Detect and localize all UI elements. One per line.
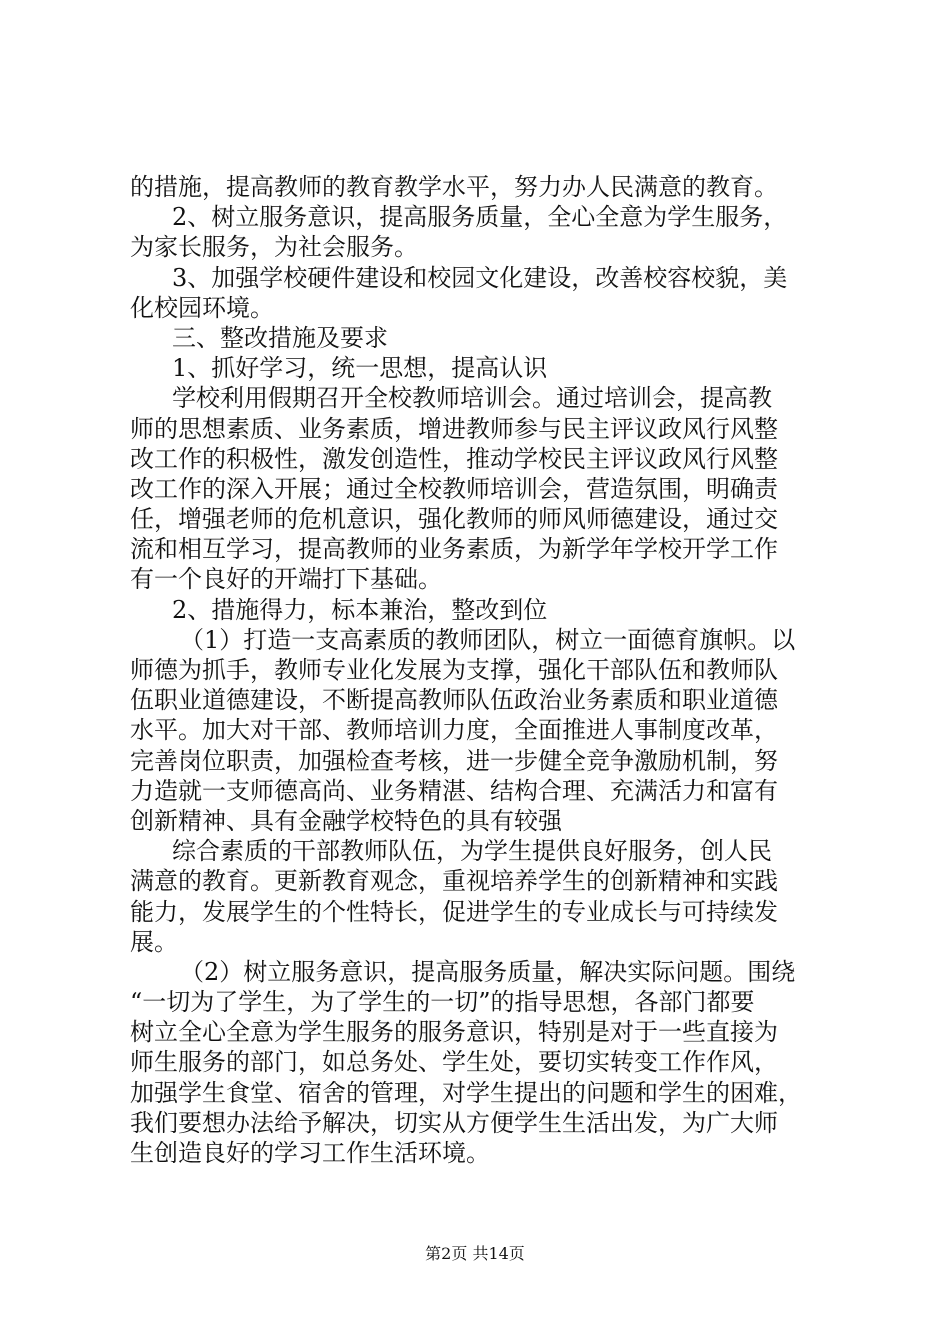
text-line: 我们要想办法给予解决，切实从方便学生生活出发，为广大师 bbox=[130, 1108, 778, 1137]
section-heading: 三、整改措施及要求 bbox=[172, 323, 388, 352]
document-body bbox=[130, 172, 830, 1168]
text-line: 创新精神、具有金融学校特色的具有较强 bbox=[130, 806, 562, 835]
text-line: 任，增强老师的危机意识，强化教师的师风师德建设，通过交 bbox=[130, 505, 778, 534]
subsection-heading: 1、抓好学习，统一思想，提高认识 bbox=[172, 354, 548, 383]
text-line: 学校利用假期召开全校教师培训会。通过培训会，提高教 bbox=[172, 384, 772, 413]
text-line: （2）树立服务意识，提高服务质量，解决实际问题。围绕 bbox=[180, 957, 796, 986]
text-line: 师的思想素质、业务素质，增进教师参与民主评议政风行风整 bbox=[130, 414, 778, 443]
page-number-footer: 第2页 共14页 bbox=[425, 1244, 525, 1263]
text-line: 的措施，提高教师的教育教学水平，努力办人民满意的教育。 bbox=[130, 173, 778, 201]
text-line: 综合素质的干部教师队伍，为学生提供良好服务，创人民 bbox=[172, 837, 772, 866]
text-line: 水平。加大对干部、教师培训力度，全面推进人事制度改革， bbox=[130, 716, 778, 745]
text-line: 流和相互学习，提高教师的业务素质，为新学年学校开学工作 bbox=[130, 535, 778, 564]
text-line: 加强学生食堂、宿舍的管理，对学生提出的问题和学生的困难， bbox=[130, 1078, 802, 1107]
text-line: 力造就一支师德高尚、业务精湛、结构合理、充满活力和富有 bbox=[130, 776, 778, 805]
text-line: 3、加强学校硬件建设和校园文化建设，改善校容校貌，美 bbox=[172, 263, 788, 292]
text-line: 改工作的深入开展；通过全校教师培训会，营造氛围，明确责 bbox=[130, 474, 778, 503]
text-line: 能力，发展学生的个性特长，促进学生的专业成长与可持续发 bbox=[130, 897, 778, 926]
subsection-heading: 2、措施得力，标本兼治，整改到位 bbox=[172, 595, 548, 624]
text-line: “一切为了学生，为了学生的一切”的指导思想，各部门都要 bbox=[130, 988, 755, 1017]
text-line: 完善岗位职责，加强检查考核，进一步健全竞争激励机制，努 bbox=[130, 746, 778, 775]
text-line: 改工作的积极性，激发创造性，推动学校民主评议政风行风整 bbox=[130, 444, 778, 473]
text-line: 生创造良好的学习工作生活环境。 bbox=[130, 1139, 490, 1167]
text-line: （1）打造一支高素质的教师团队，树立一面德育旗帜。以 bbox=[180, 625, 796, 654]
text-line: 伍职业道德建设，不断提高教师队伍政治业务素质和职业道德 bbox=[130, 686, 778, 715]
text-line: 2、树立服务意识，提高服务质量，全心全意为学生服务， bbox=[172, 203, 788, 232]
text-line: 为家长服务，为社会服务。 bbox=[130, 233, 418, 262]
text-line: 满意的教育。更新教育观念，重视培养学生的创新精神和实践 bbox=[130, 867, 778, 896]
text-line: 树立全心全意为学生服务的服务意识，特别是对于一些直接为 bbox=[130, 1018, 778, 1047]
text-line: 师德为抓手，教师专业化发展为支撑，强化干部队伍和教师队 bbox=[130, 656, 778, 684]
text-line: 有一个良好的开端打下基础。 bbox=[130, 565, 442, 594]
text-line: 展。 bbox=[130, 927, 178, 956]
text-line: 化校园环境。 bbox=[130, 293, 274, 322]
text-line: 师生服务的部门，如总务处、学生处，要切实转变工作作风， bbox=[130, 1048, 778, 1077]
